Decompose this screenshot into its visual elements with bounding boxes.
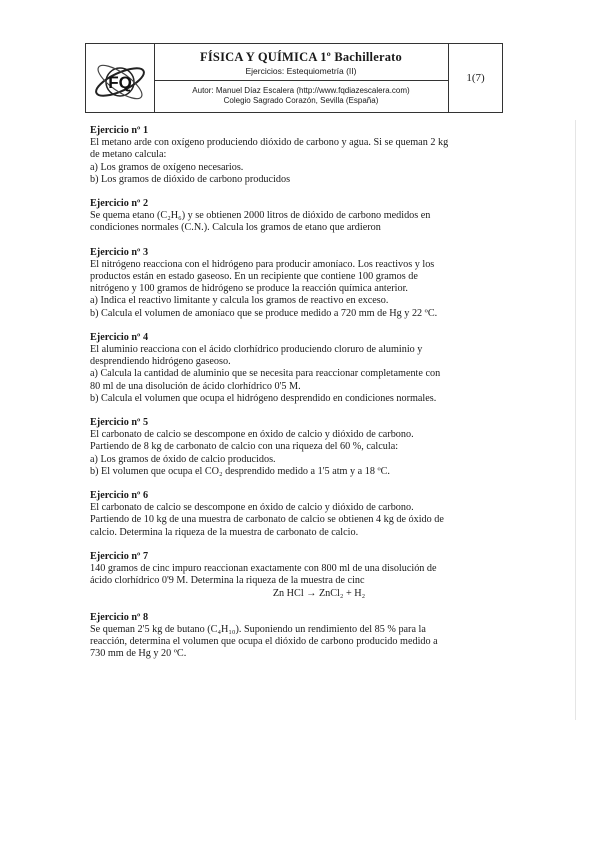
title-block [154, 44, 448, 81]
exercise-block [90, 332, 508, 405]
exercise-title: Ejercicio nº 8 [90, 611, 149, 623]
author-line: Autor: Manuel Díaz Escalera (http://www.fqdiazescalera.com) [192, 86, 410, 95]
exercise-text-line: de metano calcula: [90, 149, 167, 161]
exercise-text-line: 730 mm de Hg y 20 ºC. [90, 648, 187, 660]
exercise-text-line: productos están en estado gaseoso. En un recipiente que contiene 100 gramos de [90, 271, 418, 283]
exercise-text-line: El carbonato de calcio se descompone en óxido de calcio y dióxido de carbono. [90, 502, 414, 514]
exercise-text-line: b) Calcula el volumen de amoníaco que se produce medido a 720 mm de Hg y 22 ºC. [90, 307, 438, 319]
exercise-text-line: a) Calcula la cantidad de aluminio que se necesita para reaccionar completamente con [90, 368, 441, 380]
exercise-text-line: El metano arde con oxígeno produciendo dióxido de carbono y agua. Si se queman 2 kg [90, 137, 449, 149]
exercise-text-line: reacción, determina el volumen que ocupa el dióxido de carbono producido medido a [90, 636, 438, 648]
exercise-title: Ejercicio nº 7 [90, 550, 149, 562]
page-title: FÍSICA Y QUÍMICA 1º Bachillerato [200, 50, 402, 64]
exercise-text-line: nitrógeno y 100 gramos de hidrógeno se produce la reacción química anterior. [90, 283, 408, 295]
exercise-text-line: El nitrógeno reacciona con el hidrógeno para producir amoníaco. Los reactivos y los [90, 258, 435, 270]
exercise-text-line: Se quema etano (C₂H₆) y se obtienen 2000 litros de dióxido de carbono medidos en [90, 210, 431, 222]
exercise-text-line: condiciones normales (C.N.). Calcula los gramos de etano que ardieron [90, 222, 381, 234]
exercise-block [90, 247, 508, 320]
exercise-text-line: El aluminio reacciona con el ácido clorhídrico produciendo cloruro de aluminio y [90, 344, 423, 356]
exercise-title: Ejercicio nº 5 [90, 417, 149, 429]
exercise-text-line: calcio. Determina la riqueza de la muestra de carbonato de calcio. [90, 526, 359, 538]
scan-edge [575, 120, 576, 720]
chemical-equation: Zn HCl → ZnCl₂ + H₂ [272, 587, 366, 599]
exercise-text-line: b) El volumen que ocupa el CO₂ desprendido medido a 1'5 atm y a 18 ºC. [90, 465, 390, 477]
logo [86, 44, 155, 112]
exercise-text-line: a) Los gramos de óxido de calcio producidos. [90, 453, 276, 465]
exercise-block [90, 551, 508, 600]
exercise-text-line: ácido clorhídrico 0'9 M. Determina la riqueza de la muestra de cinc [90, 575, 365, 587]
exercise-block [90, 612, 508, 661]
exercise-text-line: a) Los gramos de oxígeno necesarios. [90, 161, 244, 173]
exercise-list [90, 125, 508, 673]
author-block [154, 81, 448, 112]
logo-text: FQ [108, 73, 132, 92]
exercise-block [90, 490, 508, 539]
exercise-title: Ejercicio nº 6 [90, 490, 149, 502]
exercise-text-line: desprendiendo hidrógeno gaseoso. [90, 356, 231, 368]
exercise-title: Ejercicio nº 2 [90, 198, 149, 210]
exercise-text-line: 140 gramos de cinc impuro reaccionan exactamente con 800 ml de una disolución de [90, 563, 437, 575]
exercise-block [90, 125, 508, 186]
exercise-text-line: Partiendo de 8 kg de carbonato de calcio con una riqueza del 60 %, calcula: [90, 441, 399, 453]
exercise-text-line: b) Los gramos de dióxido de carbono producidos [90, 173, 291, 185]
exercise-block [90, 417, 508, 478]
exercise-text-line: b) Calcula el volumen que ocupa el hidrógeno desprendido en condiciones normales. [90, 392, 437, 404]
page-subtitle: Ejercicios: Estequiometría (II) [245, 66, 357, 76]
exercise-title: Ejercicio nº 4 [90, 331, 149, 343]
exercise-text-line: a) Indica el reactivo limitante y calcula los gramos de reactivo en exceso. [90, 295, 389, 307]
exercise-text-line: 80 ml de una disolución de ácido clorhídrico 0'5 M. [90, 380, 301, 392]
school-line: Colegio Sagrado Corazón, Sevilla (España) [223, 96, 379, 105]
exercise-text-line: Se queman 2'5 kg de butano (C₄H₁₀). Suponiendo un rendimiento del 85 % para la [90, 623, 426, 635]
exercise-text-line: El carbonato de calcio se descompone en óxido de calcio y dióxido de carbono. [90, 429, 414, 441]
header-center [154, 44, 449, 112]
exercise-text-line: Partiendo de 10 kg de una muestra de carbonato de calcio se obtienen 4 kg de óxido de [90, 514, 444, 526]
page-number: 1(7) [466, 72, 485, 84]
exercise-block [90, 198, 508, 235]
exercise-title: Ejercicio nº 3 [90, 246, 149, 258]
fq-logo-icon [86, 44, 154, 112]
exercise-title: Ejercicio nº 1 [90, 125, 149, 136]
header-box [85, 43, 503, 113]
